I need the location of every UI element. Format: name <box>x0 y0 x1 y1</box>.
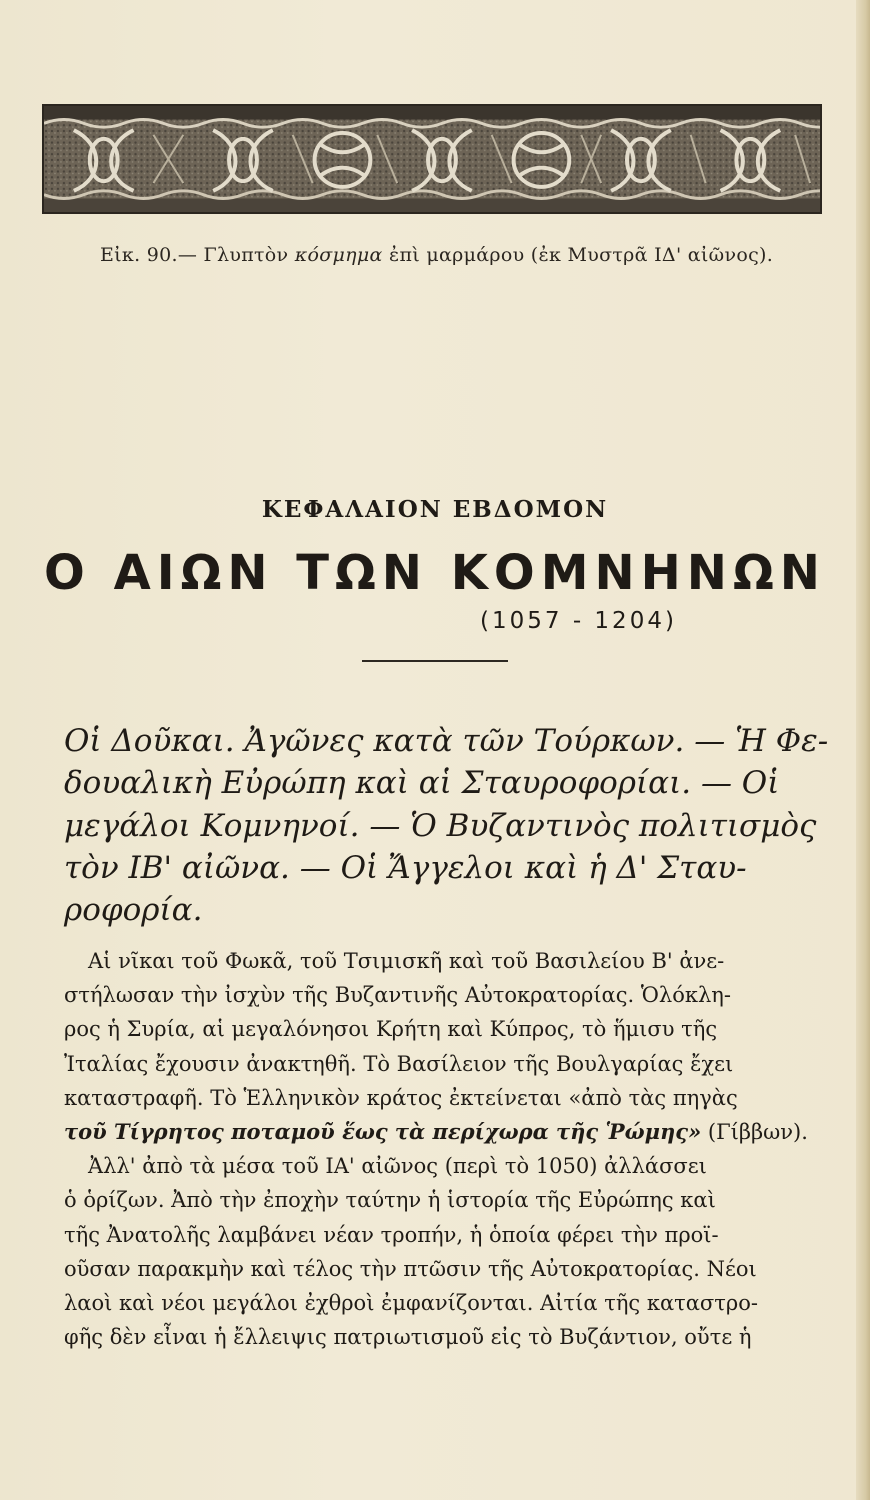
chapter-number: ΚΕΦΑΛΑΙΟΝ ΕΒΔΟΜΟΝ <box>261 496 609 523</box>
chapter-dates: (1057 - 1204) <box>480 608 677 634</box>
summary-line: Οἱ Δοῦκαι. Ἀγῶνες κατὰ τῶν Τούρκων. — Ἡ Φε- <box>64 723 829 759</box>
summary-line: μεγάλοι Κομνηνοί. — Ὁ Βυζαντινὸς πολιτισμὸς <box>64 807 817 844</box>
summary-line: τὸν ΙΒ' αἰῶνα. — Οἱ Ἄγγελοι καὶ ἡ Δ' Σταυ- <box>64 849 747 886</box>
summary-line: δουαλικὴ Εὐρώπη καὶ αἱ Σταυροφορίαι. — Οἱ <box>64 765 780 802</box>
paragraph-1-last-line <box>64 1115 808 1149</box>
title-divider <box>362 660 508 662</box>
caption-suffix: ἐπὶ μαρμάρου (ἐκ Μυστρᾶ ΙΔ' αἰῶνος). <box>382 244 774 266</box>
chapter-title: Ο ΑΙΩΝ ΤΩΝ ΚΟΜΝΗΝΩΝ <box>44 545 826 601</box>
paragraph-1-line: στήλωσαν τὴν ἰσχὺν τῆς Βυζαντινῆς Αὐτοκρατορίας. Ὁλόκλη- <box>64 983 731 1008</box>
gibbon-citation: (Γίββων). <box>701 1119 808 1144</box>
caption-prefix: Εἰκ. 90.— Γλυπτὸν <box>100 244 295 266</box>
page-edge-shadow <box>856 0 870 1500</box>
paragraph-1-line: Ἰταλίας ἔχουσιν ἀνακτηθῆ. Τὸ Βασίλειον τῆς Βουλγαρίας ἔχει <box>64 1051 734 1076</box>
gibbon-quote: τοῦ Τίγρητος ποταμοῦ ἕως τὰ περίχωρα τῆς Ῥώμης» <box>64 1118 702 1144</box>
paragraph-2-line: λαοὶ καὶ νέοι μεγάλοι ἐχθροὶ ἐμφανίζονται. Αἰτία τῆς καταστρο- <box>64 1290 758 1315</box>
figure-caption <box>100 244 800 266</box>
paragraph-1-line: Αἱ νῖκαι τοῦ Φωκᾶ, τοῦ Τσιμισκῆ καὶ τοῦ Βασιλείου Β' ἀνε- <box>88 949 725 973</box>
paragraph-1-line: καταστραφῆ. Τὸ Ἑλληνικὸν κράτος ἐκτείνεται «ἀπὸ τὰς πηγὰς <box>64 1085 738 1110</box>
body-text <box>64 944 808 1354</box>
carved-marble-frieze-image <box>42 104 822 214</box>
caption-italic-word: κόσμημα <box>294 244 383 266</box>
chapter-summary <box>64 720 829 931</box>
paragraph-1-line: ρος ἡ Συρία, αἱ μεγαλόνησοι Κρήτη καὶ Κύπρος, τὸ ἥμισυ τῆς <box>64 1017 718 1042</box>
paragraph-2-line: ὁ ὁρίζων. Ἀπὸ τὴν ἐποχὴν ταύτην ἡ ἱστορία τῆς Εὐρώπης καὶ <box>64 1188 716 1213</box>
paragraph-2-line: τῆς Ἀνατολῆς λαμβάνει νέαν τροπήν, ἡ ὁποία φέρει τὴν προϊ- <box>64 1222 719 1247</box>
paragraph-2-line: φῆς δὲν εἶναι ἡ ἔλλειψις πατριωτισμοῦ εἰς τὸ Βυζάντιον, οὔτε ἡ <box>64 1325 752 1350</box>
summary-line: ροφορία. <box>64 892 203 929</box>
paragraph-2-line: Ἀλλ' ἀπὸ τὰ μέσα τοῦ ΙΑ' αἰῶνος (περὶ τὸ 1050) ἀλλάσσει <box>88 1154 707 1179</box>
paragraph-2-line: οῦσαν παρακμὴν καὶ τέλος τὴν πτῶσιν τῆς Αὐτοκρατορίας. Νέοι <box>64 1256 757 1281</box>
